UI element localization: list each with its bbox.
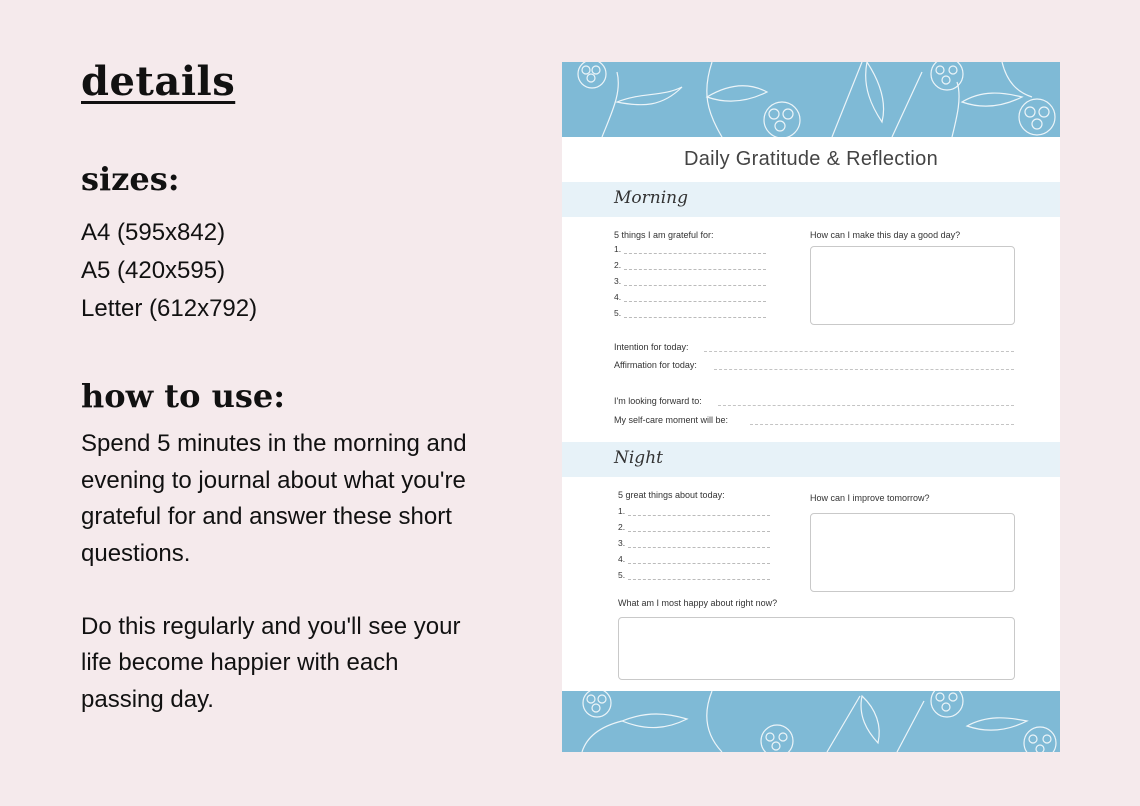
- night-band: [562, 442, 1060, 477]
- entry-line: [624, 253, 766, 254]
- journal-page-preview: [562, 62, 1060, 752]
- affirmation-line: [714, 369, 1014, 370]
- morning-label: Morning: [614, 188, 688, 208]
- how-to-use-heading: how to use:: [81, 377, 286, 415]
- howto-paragraph-2: Do this regularly and you'll see your life become happier with each passing day.: [81, 612, 461, 713]
- howto-paragraph-1: Spend 5 minutes in the morning and evening to journal about what you're grateful for and answer these short questions.: [81, 430, 467, 567]
- morning-item-4: [614, 292, 621, 302]
- floral-banner-bottom: [562, 691, 1060, 752]
- how-to-use-text: [81, 426, 481, 755]
- morning-item-5: [614, 308, 621, 318]
- size-letter: Letter (612x792): [81, 295, 258, 322]
- improve-answer-box: [810, 513, 1015, 592]
- floral-banner-top: [562, 62, 1060, 137]
- good-day-question: How can I make this day a good day?: [810, 230, 961, 240]
- sizes-heading: sizes:: [81, 160, 180, 198]
- looking-forward-line: [718, 405, 1014, 406]
- night-item-4: [618, 554, 625, 564]
- night-number: 2.: [618, 522, 626, 532]
- morning-number: 3.: [614, 276, 622, 286]
- night-number: 3.: [618, 538, 626, 548]
- happy-answer-box: [618, 617, 1015, 680]
- entry-line: [624, 317, 766, 318]
- morning-item-3: [614, 276, 621, 286]
- affirmation-label: Affirmation for today:: [614, 360, 697, 370]
- happy-question: What am I most happy about right now?: [618, 598, 778, 608]
- grateful-label: 5 things I am grateful for:: [614, 230, 714, 240]
- night-item-5: [618, 570, 625, 580]
- night-number: 4.: [618, 554, 626, 564]
- details-heading: details: [81, 58, 236, 105]
- morning-number: 4.: [614, 292, 622, 302]
- entry-line: [624, 301, 766, 302]
- looking-forward-label: I'm looking forward to:: [614, 396, 702, 406]
- size-a5: A5 (420x595): [81, 257, 226, 284]
- entry-line: [624, 285, 766, 286]
- morning-number: 1.: [614, 244, 622, 254]
- sheet-title: Daily Gratitude & Reflection: [683, 148, 939, 170]
- intention-line: [704, 351, 1014, 352]
- self-care-label: My self-care moment will be:: [614, 415, 729, 425]
- improve-question: How can I improve tomorrow?: [810, 493, 930, 503]
- night-number: 1.: [618, 506, 626, 516]
- night-number: 5.: [618, 570, 626, 580]
- floral-pattern-icon: [562, 691, 1060, 752]
- entry-line: [628, 547, 770, 548]
- night-item-2: [618, 522, 625, 532]
- morning-band: [562, 182, 1060, 217]
- entry-line: [628, 515, 770, 516]
- morning-number: 2.: [614, 260, 622, 270]
- self-care-line: [750, 424, 1014, 425]
- great-things-label: 5 great things about today:: [618, 490, 725, 500]
- entry-line: [628, 579, 770, 580]
- intention-label: Intention for today:: [614, 342, 689, 352]
- floral-pattern-icon: [562, 62, 1060, 137]
- night-item-3: [618, 538, 625, 548]
- night-item-1: [618, 506, 625, 516]
- entry-line: [624, 269, 766, 270]
- morning-number: 5.: [614, 308, 622, 318]
- good-day-answer-box: [810, 246, 1015, 325]
- night-label: Night: [614, 448, 663, 468]
- sizes-list: [81, 214, 257, 328]
- entry-line: [628, 531, 770, 532]
- size-a4: A4 (595x842): [81, 219, 226, 246]
- morning-item-2: [614, 260, 621, 270]
- entry-line: [628, 563, 770, 564]
- morning-item-1: [614, 244, 621, 254]
